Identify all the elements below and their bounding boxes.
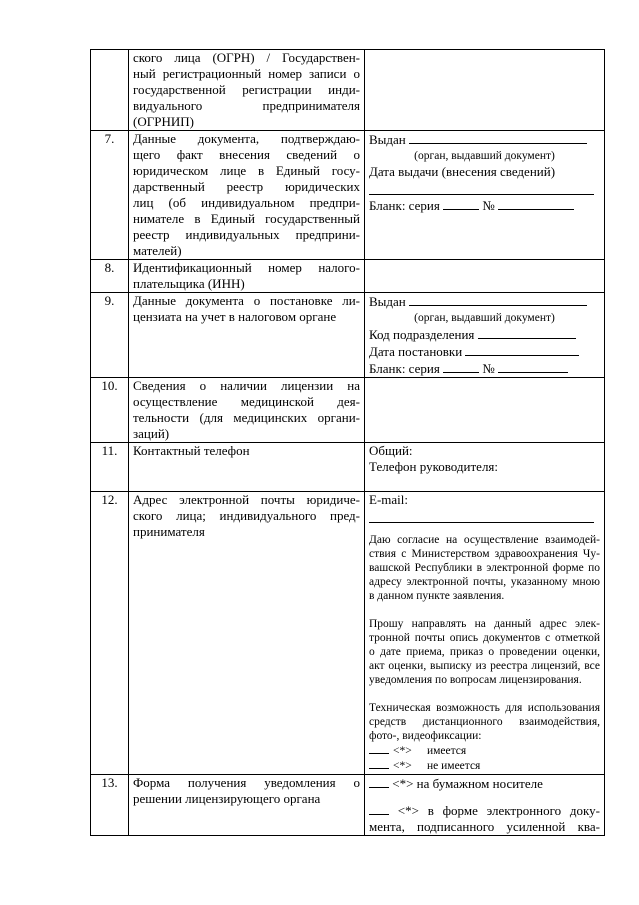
option-has-not[interactable]: <*> не имеется xyxy=(369,758,600,773)
issued-by-field[interactable] xyxy=(409,293,587,306)
row-label-notification-form: Форма получения уведомления о решении лицензирующего органа xyxy=(129,775,365,836)
blank-number-field[interactable] xyxy=(498,197,574,210)
row-value-tax-registration xyxy=(365,293,605,378)
table-row-13 xyxy=(91,775,605,836)
division-code-label: Код подразделения xyxy=(369,327,475,342)
issuer-hint: (орган, выдавший документ) xyxy=(414,150,555,162)
row-value-phone xyxy=(365,443,605,492)
consent-paragraph: Даю согласие на осуществление взаимодей- ствия с Министерством здравоохранения Чу- вашской Республики в электронной форме по адресу электронной почты, указанному мною в данном пункте заявления. Прошу направлять на данный адрес элек- тронной почты опись документов с отметкой о дате приема, приказ о проведении оценки, акт оценки, выписку из реестра лицензий, все уведомления по вопросам лицензирования. Техническая возможность для использования средств дистанционного взаимодействия, фото-, видеофиксации: <*> имеется <*> не имеется xyxy=(369,534,600,772)
table-row-10 xyxy=(91,378,605,443)
row-value-ogrn[interactable] xyxy=(365,50,605,131)
blank-series-field[interactable] xyxy=(443,360,479,373)
table-row-11 xyxy=(91,443,605,492)
number-sign: № xyxy=(482,198,495,213)
row-number: 10. xyxy=(91,378,129,443)
issue-date-field[interactable] xyxy=(369,180,594,195)
blank-series-field[interactable] xyxy=(443,197,479,210)
row-number: 13. xyxy=(91,775,129,836)
issued-label: Выдан xyxy=(369,294,406,309)
issuer-hint: (орган, выдавший документ) xyxy=(414,312,555,324)
row-number: 7. xyxy=(91,131,129,260)
row-number: 9. xyxy=(91,293,129,378)
registration-date-field[interactable] xyxy=(465,343,579,356)
issued-by-field[interactable] xyxy=(409,131,587,144)
row-number: 8. xyxy=(91,260,129,293)
electronic-option[interactable]: <*> в форме электронного доку- xyxy=(369,802,600,819)
general-phone-label: Общий: xyxy=(369,443,413,458)
paper-option[interactable]: <*> на бумажном носителе xyxy=(369,775,600,792)
row-label-tax-registration: Данные документа о постановке ли- цензиата на учет в налоговом органе xyxy=(129,293,365,378)
row-label-inn: Идентификационный номер налого- плательщика (ИНН) xyxy=(129,260,365,293)
option-has-not-mark-field[interactable] xyxy=(369,758,389,769)
row-label-email: Адрес электронной почты юридиче- ского лица; индивидуального пред- принимателя xyxy=(129,492,365,775)
email-label: E-mail: xyxy=(369,492,408,507)
row-value-medical-license[interactable] xyxy=(365,378,605,443)
blank-series-label: Бланк: серия xyxy=(369,361,440,376)
row-value-email xyxy=(365,492,605,775)
table-row-9 xyxy=(91,293,605,378)
issue-date-label: Дата выдачи (внесения сведений) xyxy=(369,164,556,179)
row-number: 11. xyxy=(91,443,129,492)
table-row-7 xyxy=(91,131,605,260)
blank-series-label: Бланк: серия xyxy=(369,198,440,213)
application-form-table xyxy=(90,49,605,836)
issued-label: Выдан xyxy=(369,132,406,147)
row-label-medical-license: Сведения о наличии лицензии на осуществление медицинской дея- тельности (для медицинских органи- заций) xyxy=(129,378,365,443)
division-code-field[interactable] xyxy=(478,326,576,339)
option-has[interactable]: <*> имеется xyxy=(369,743,600,758)
head-phone-label: Телефон руководителя: xyxy=(369,459,499,474)
paper-option-mark-field[interactable] xyxy=(369,775,389,788)
table-row-8 xyxy=(91,260,605,293)
table-row-ogrn xyxy=(91,50,605,131)
number-sign: № xyxy=(482,361,495,376)
row-number: 12. xyxy=(91,492,129,775)
registration-date-label: Дата постановки xyxy=(369,344,463,359)
electronic-option-mark-field[interactable] xyxy=(369,802,389,815)
option-has-mark-field[interactable] xyxy=(369,743,389,754)
row-number xyxy=(91,50,129,131)
blank-number-field[interactable] xyxy=(498,360,568,373)
row-label-ogrn: ского лица (ОГРН) / Государствен- ный регистрационный номер записи о государственной регистрации инди- видуального предпринимателя (ОГРНИП) xyxy=(129,50,365,131)
row-label-phone: Контактный телефон xyxy=(129,443,365,492)
row-value-inn[interactable] xyxy=(365,260,605,293)
table-row-12 xyxy=(91,492,605,775)
row-label-egrul-document: Данные документа, подтверждаю- щего факт внесения сведений о юридическом лице в Единый госу- дарственный реестр юридических лиц (об индивидуальном предпри- нимателе в Единый государственный реестр индивидуальных предприни- мателей) xyxy=(129,131,365,260)
email-field[interactable] xyxy=(369,508,594,523)
row-value-egrul-document xyxy=(365,131,605,260)
row-value-notification-form: <*> на бумажном носителе <*> в форме электронного доку- мента, подписанного усиленной ква- xyxy=(365,775,605,836)
